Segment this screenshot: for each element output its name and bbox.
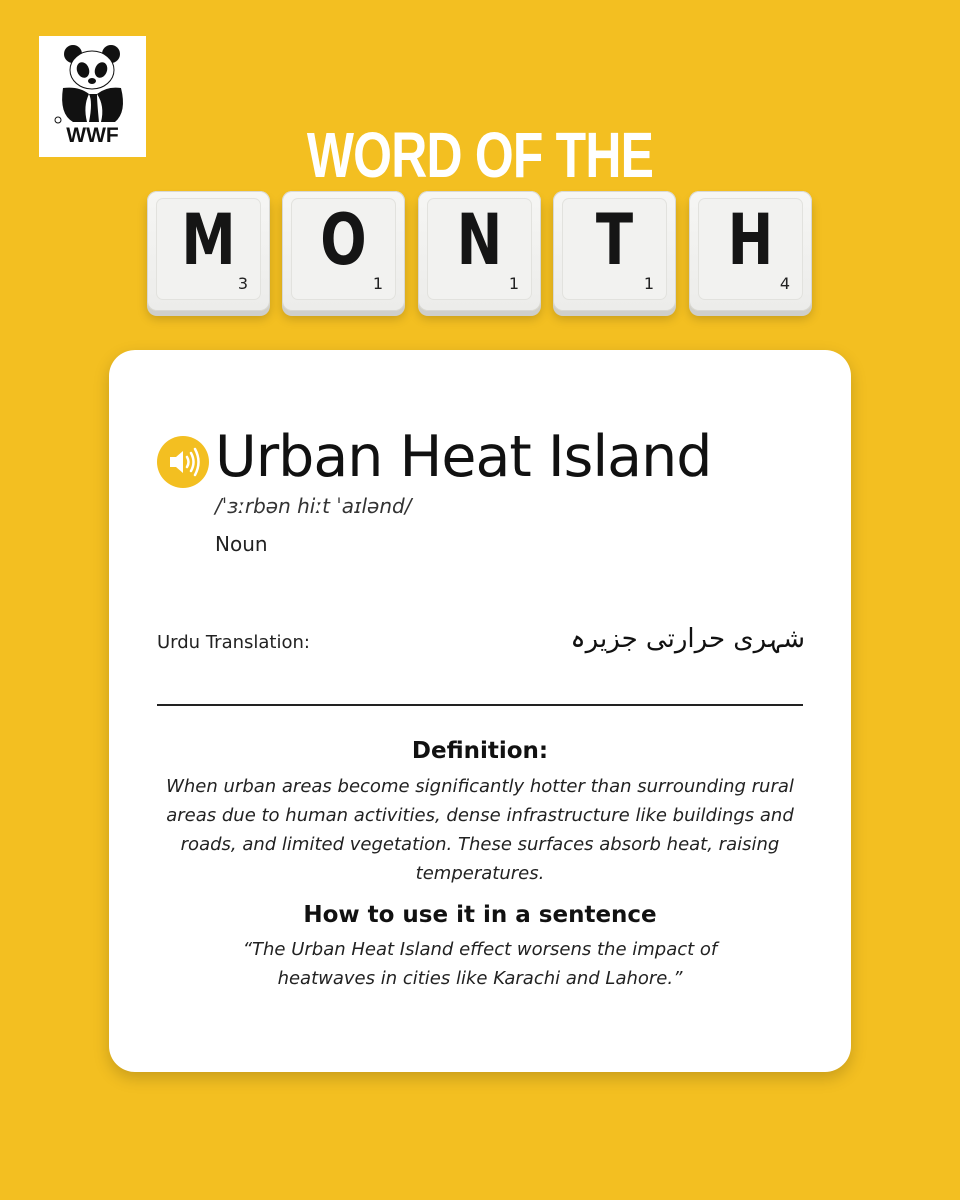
urdu-translation-value: شہری حرارتی جزیرہ (570, 624, 805, 654)
tile-score: 3 (237, 274, 248, 293)
divider (157, 704, 803, 706)
tile-letter: H (727, 199, 774, 281)
speaker-icon (157, 436, 209, 488)
panda-icon (39, 36, 146, 126)
letter-tiles (147, 191, 817, 316)
speaker-button[interactable] (157, 436, 209, 488)
tile-letter: O (320, 199, 367, 281)
tile-letter: T (595, 199, 634, 281)
tile-h (689, 191, 812, 311)
word-title: Urban Heat Island (215, 424, 712, 490)
wwf-wordmark: WWF (66, 124, 119, 147)
usage-heading: How to use it in a sentence (303, 902, 657, 928)
pronunciation: /ˈɜːrbən hiːt ˈaɪlənd/ (215, 494, 412, 518)
tile-letter: N (456, 199, 503, 281)
tile-n (418, 191, 541, 311)
definition-text: When urban areas become significantly hotter than surrounding rural areas due to human activities, dense infrastructure like buildings and roads, and limited vegetation. These surfaces absorb heat, raising temperatures. (166, 776, 794, 884)
tile-score: 1 (372, 274, 383, 293)
urdu-translation-label: Urdu Translation: (157, 632, 310, 653)
usage-sentence: “The Urban Heat Island effect worsens the impact of heatwaves in cities like Karachi and Lahore.” (242, 939, 718, 989)
part-of-speech: Noun (215, 532, 268, 556)
tile-letter: M (181, 199, 236, 281)
tile-m (147, 191, 270, 311)
definition-heading: Definition: (411, 738, 549, 764)
headline: WORD OF THE (306, 119, 654, 191)
tile-score: 4 (779, 274, 790, 293)
word-card (109, 350, 851, 1072)
tile-score: 1 (643, 274, 654, 293)
tile-o (282, 191, 405, 311)
tile-score: 1 (508, 274, 519, 293)
tile-t (553, 191, 676, 311)
